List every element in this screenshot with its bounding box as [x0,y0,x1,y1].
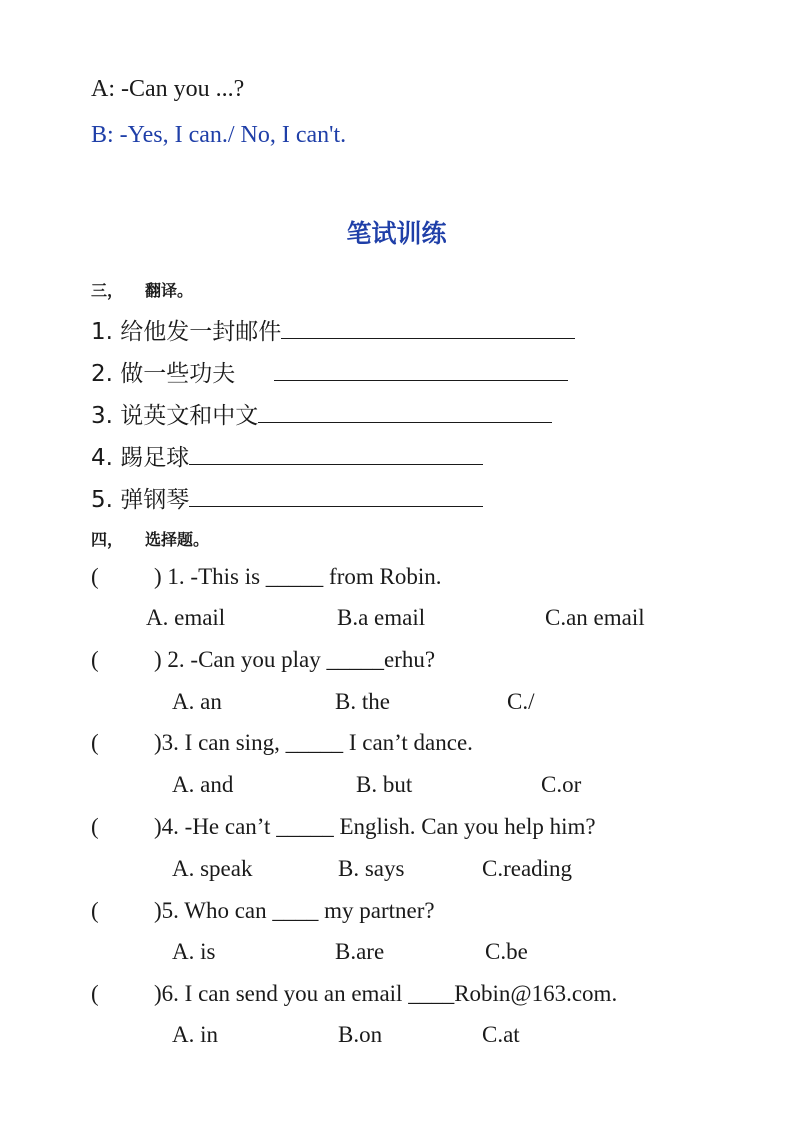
translation-text: 1. 给他发一封邮件 [91,319,282,345]
question-6-option-a[interactable]: A. in [172,1022,218,1047]
translation-text: 3. 说英文和中文 [91,403,259,429]
question-2-option-b[interactable]: B. the [335,689,390,714]
translation-text: 4. 踢足球 [91,445,190,471]
question-3-paren[interactable]: ( [91,730,99,755]
question-6-paren[interactable]: ( [91,981,99,1006]
question-1-option-a[interactable]: A. email [146,605,226,630]
question-5-option-b[interactable]: B.are [335,939,385,964]
translation-item-3 [91,397,552,430]
question-1-paren[interactable]: ( [91,564,99,589]
question-3-stem: )3. I can sing, _____ I can’t dance. [154,730,473,755]
answer-blank[interactable] [274,356,568,381]
question-5-paren[interactable]: ( [91,898,99,923]
translation-item-5 [91,481,483,514]
question-1-option-c[interactable]: C.an email [545,605,645,630]
question-4-option-b[interactable]: B. says [338,856,405,881]
question-3-option-c[interactable]: C.or [541,772,582,797]
question-5-option-c[interactable]: C.be [485,939,528,964]
question-3-option-a[interactable]: A. and [172,772,234,797]
section-3-number: 三， [91,281,124,300]
section-3-label: 翻译。 [145,281,194,300]
question-2-paren[interactable]: ( [91,647,99,672]
dialogue-line-b: B: -Yes, I can./ No, I can't. [91,122,347,148]
translation-item-1 [91,313,575,346]
question-6-option-c[interactable]: C.at [482,1022,520,1047]
question-4-paren[interactable]: ( [91,814,99,839]
page-title: 笔试训练 [346,219,447,248]
section-4-label: 选择题。 [145,530,210,549]
answer-blank[interactable] [258,398,552,423]
answer-blank[interactable] [281,314,575,339]
dialogue-line-a: A: -Can you ...? [91,76,245,102]
question-1-stem: ) 1. -This is _____ from Robin. [154,564,442,589]
question-4-option-a[interactable]: A. speak [172,856,253,881]
question-6-option-b[interactable]: B.on [338,1022,383,1047]
question-2-stem: ) 2. -Can you play _____erhu? [154,647,436,672]
question-4-option-c[interactable]: C.reading [482,856,573,881]
answer-blank[interactable] [189,482,483,507]
translation-item-2 [91,355,568,388]
translation-item-4 [91,439,483,472]
question-5-stem: )5. Who can ____ my partner? [154,898,435,923]
question-4-stem: )4. -He can’t _____ English. Can you help him? [154,814,596,839]
question-2-option-a[interactable]: A. an [172,689,222,714]
question-2-option-c[interactable]: C./ [507,689,535,714]
answer-blank[interactable] [189,440,483,465]
translation-text: 2. 做一些功夫 [91,361,236,387]
question-3-option-b[interactable]: B. but [356,772,413,797]
question-5-option-a[interactable]: A. is [172,939,216,964]
section-3-heading [91,278,193,301]
question-6-stem: )6. I can send you an email ____Robin@163.com. [154,981,618,1006]
section-4-number: 四， [91,530,124,549]
question-1-option-b[interactable]: B.a email [337,605,426,630]
translation-text: 5. 弹钢琴 [91,487,190,513]
section-4-heading [91,527,209,550]
